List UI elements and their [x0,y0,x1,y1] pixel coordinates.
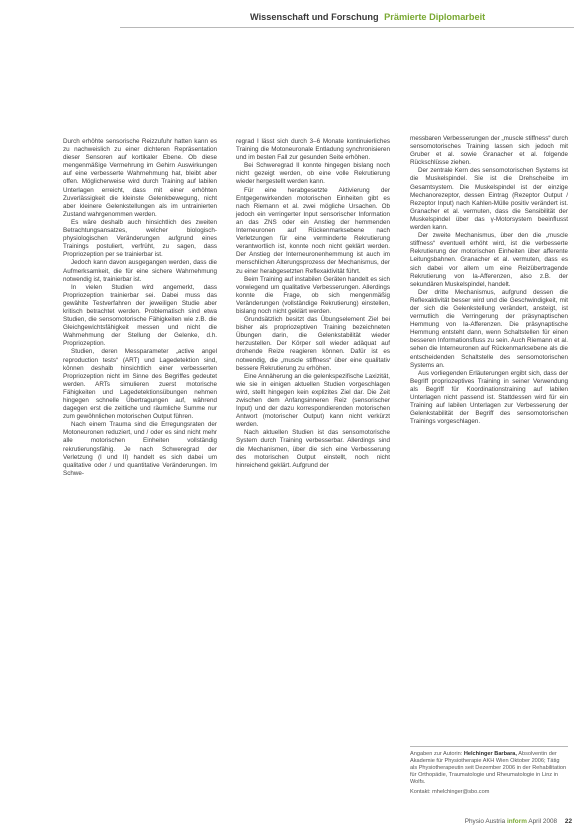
page-footer [465,818,572,825]
author-bio: Absolventin der Akademie für Physiotherapie AKH Wien Oktober 2006; Tätig als Physiotherapeutin seit Dezember 2006 in der Rehabilitation für Orthopädie, Traumatologie und Rheumatologie in Linz in Wolfs. [410,751,567,785]
footer-prefix: Physio Austria [464,818,506,825]
paragraph: Durch erhöhte sensorische Reizzufuhr hatten kann es zu nachweislich zu einer dichteren Repräsentation dieser Sensoren auf kortikaler Ebene. Ob diese mengenmäßige Vermehrung im Gehirn Auswirkungen auf eine verbesserte Wahrnehmung hat, bleibt aber offen. Möglicherweise wird durch Training auf labilen Unterlagen erreicht, dass mit einer erhöhten Zuverlässigkeit die kleinste Gelenkbewegung, nicht aber kleinere Gelenkstellungen als im untrainierten Zustand wahrgenommen werden. [63,138,217,218]
text-column-2 [236,138,390,470]
text-column-1 [63,138,217,478]
paragraph: messbaren Verbesserungen der „muscle stiffness“ durch sensomotorisches Training lassen sich jedoch mit Gruber et al. sowie Granacher et al. folgende Rückschlüsse ziehen. [410,135,568,167]
paragraph: Nach aktuellen Studien ist das sensomotorische System durch Training verbesserbar. Allerdings sind die Mechanismen, über die sich eine Verbesserung des motorischen Output einstellt, noch nicht hinreichend geklärt. Aufgrund der [236,429,390,469]
author-name: Helchinger Barbara, [463,751,517,757]
paragraph: In vielen Studien wird angemerkt, dass Propriozeption trainierbar sei. Dabei muss das gewählte Testverfahren der jeweiligen Studie aber kritisch betrachtet werden. Problematisch sind etwa Studien, die sensomotorische Fähigkeiten wie z.B. die Gleichgewichtsfähigkeit messen und nicht die Wahrnehmung der Stellung der Gelenke, d.h. Propriozeption. [63,283,217,348]
page-number: 22 [564,818,572,825]
author-contact: Kontakt: mhelchinger@sbo.com [410,789,490,795]
paragraph: Jedoch kann davon ausgegangen werden, dass die Aufmerksamkeit, die für eine sichere Wahrnehmung notwendig ist, trainierbar ist. [63,259,217,283]
paragraph: Beim Training auf instabilen Geräten handelt es sich vorwiegend um qualitative Verbesserungen. Allerdings konnte die Frage, ob sich mengenmäßig Veränderungen (vollständige Rekrutierung) einstellen, bislang noch nicht geklärt werden. [236,275,390,315]
paragraph: Nach einem Trauma sind die Erregungsraten der Motoneuronen reduziert, und / oder es sind nicht mehr alle motorischen Einheiten vollständig rekrutierungsfähig. Je nach Schweregrad der Verletzung (I und II) handelt es sich dabei um qualitative oder / und quantitative Veränderungen. Im Schwe- [63,421,217,477]
paragraph: Aus vorliegenden Erläuterungen ergibt sich, dass der Begriff propriozeptives Training in seiner Verwendung als Begriff für Koordinationstraining auf labilen Unterlagen nicht passend ist. Stattdessen wird für ein Training auf labilen Unterlagen zur Verbesserung der Gelenkstabilität der Begriff des sensomotorischen Trainings vorgeschlagen. [410,369,568,426]
section-rubric: Wissenschaft und Forschung [250,12,379,22]
paragraph: regrad I lässt sich durch 3–6 Monate kontinuierliches Training die Motoneuronale Entladung synchronisieren und im besten Fall zur gesunden Seite erhöhen. [236,138,390,162]
paragraph: Der zweite Mechanismus, über den die „muscle stiffness“ eventuell erhöht wird, ist die verbesserte Rekrutierung der motorischen Einheiten über afferente Leitungsbahnen. Granacher et al. vermuten, dass es sich dabei vor allem um eine Reizübertragende Rekrutierung von Ia-Afferenzen, also z.B. der sekundären Muskelspindel, handelt. [410,232,568,288]
paragraph: Es wäre deshalb auch hinsichtlich des zweiten Betrachtungsansatzes, welcher biologisch-physiologischen Veränderungen aufgrund eines Trainings postuliert, verfrüht, zu sagen, dass Propriozeption per se trainierbar ist. [63,218,217,259]
paragraph: Eine Annäherung an die gelenkspezifische Laxizität, wie sie in einigen aktuellen Studien vorgeschlagen wird, stellt hingegen kein explizites Ziel dar. Die Zeit zwischen dem Anfangsinneren Reiz (sensorischer Input) und der dazu korrespondierenden motorischen Antwort (motorischer Output) kann nicht verkürzt werden. [236,372,390,429]
paragraph: Für eine herabgesetzte Aktivierung der Entgegenwirkenden motorischen Einheiten gibt es nach Riemann et al. zwei mögliche Ursachen. Ob jedoch ein verringerter Input sensorischer Information an das ZNS oder ein Anstieg der hemmenden Interneuronen auf Rückenmarksebene nach Verletzungen für eine verminderte Rekrutierung verantwortlich ist, konnte noch nicht geklärt werden. Der Anstieg der Interneuronenhemmung ist auch im menschlichen Alterungsprozess der Mechanismus, der zu einer herabgesetzten Reflexaktivität führt. [236,186,390,275]
paragraph: Grundsätzlich besitzt das Übungselement Ziel bei bisher als propriozeptiven Training bezeichneten Übungen darin, die Gelenkstabilität wieder herzustellen. Der Körper soll wieder adäquat auf drohende Reize reagieren können. Dafür ist es notwendig, die „muscle stiffness“ über eine qualitativ bessere Rekrutierung zu erhöhen. [236,316,390,372]
author-label: Angaben zur Autorin: [410,751,463,757]
paragraph: Studien, deren Messparameter „active angel reproduction tests“ (ART) und Lagedetektion sind, können deshalb hinsichtlich einer verbesserten Propriozeption nicht im Sinne des Begriffes gedeutet werden. ARTs simulieren zuerst motorische Fähigkeiten und Lagedetektionsübungen nehmen hingegen schnelle Übertragungen auf, während dagegen erst die zeitliche und räumliche Summe nur zum gewöhnlichen motorischen Output führen. [63,348,217,421]
paragraph: Der dritte Mechanismus, aufgrund dessen die Reflexaktivität besser wird und die Geschwindigkeit, mit der sich die Gelenkstellung verändert, ansteigt, ist vermutlich die Verringerung der präsynaptischen Hemmung von Ia-Afferenzen. Die präsynaptische Hemmung entsteht dann, wenn Schaltstellen für einen besseren Informationsfluss zu sein. Auch Riemann et al. sehen die Interneuronen auf Rückenmarksebene als die entscheidenden Schaltstelle des sensomotorischen Systems an. [410,288,568,369]
paragraph: Der zentrale Kern des sensomotorischen Systems ist die Muskelspindel. Sie ist die Drehscheibe im Gesamtsystem. Die Muskelspindel ist der einzige Mechanorezeptor, dessen Eintrag (Rezeptor Output / Rezeptor Input) nach Kahlen-Mülle positiv verändert ist. Granacher et al. vermuten, dass die Sensibilität der Muskelspindel über das γ-Motorsystem beeinflusst werden kann. [410,167,568,232]
footer-issue: April 2008 [528,818,558,825]
footer-brand: inform [507,818,527,825]
header-rule [120,27,574,28]
section-subtitle: Prämierte Diplomarbeit [384,12,486,22]
author-box [410,746,568,796]
running-header [250,12,574,22]
paragraph: Bei Schweregrad II konnte hingegen bislang noch nicht gezeigt werden, ob eine volle Rekrutierung wieder hergestellt werden kann. [236,162,390,186]
text-column-3 [410,135,568,426]
